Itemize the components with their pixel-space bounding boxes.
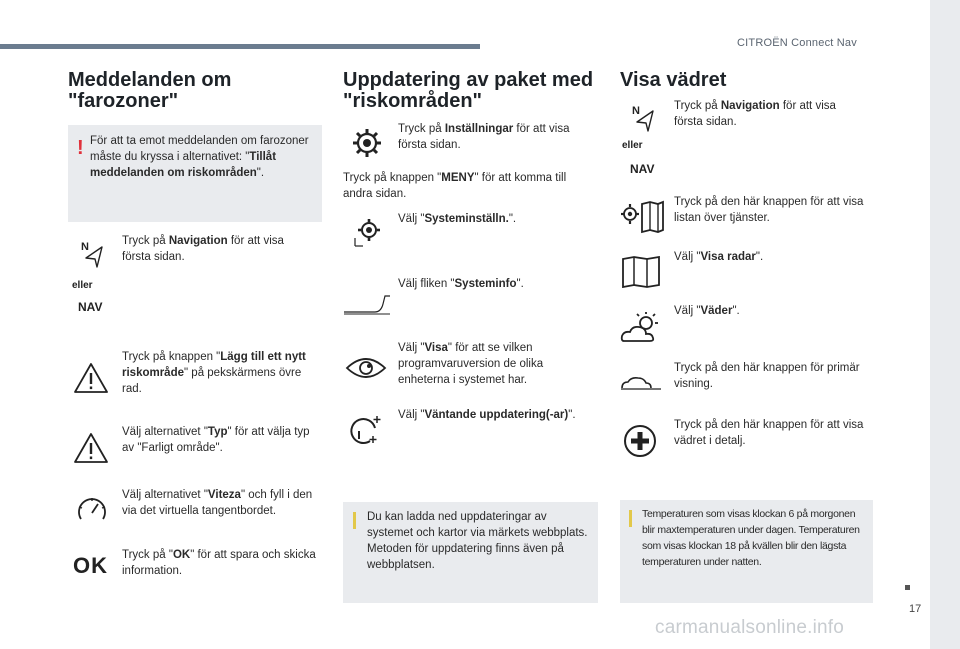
info-icon (629, 510, 632, 527)
step-text: Tryck på den här knappen för att visa listan över tjänster. (674, 196, 864, 224)
step-text: Välj "Visa" för att se vilken programvaruversion de olika enheterna i systemet har. (398, 342, 544, 386)
step-text: Tryck på Inställningar för att visa första sidan. (398, 123, 570, 151)
header-title: CITROËN Connect Nav (737, 37, 857, 49)
step-text: Tryck på Navigation för att visa första sidan. (674, 100, 836, 128)
step-text: Välj "Visa radar". (674, 251, 764, 263)
watermark: carmanualsonline.info (655, 617, 845, 638)
plus-circle-icon (623, 424, 657, 458)
ok-button-label: OK (73, 553, 108, 578)
nav-button-label: NAV (630, 162, 655, 176)
or-label: eller (622, 140, 643, 151)
speedometer-icon (76, 495, 108, 523)
step-text: Tryck på Navigation för att visa första sidan. (122, 235, 284, 263)
weather-sun-cloud-icon (620, 311, 662, 345)
page-number: 17 (909, 603, 922, 615)
info-box (620, 500, 873, 603)
services-map-gear-icon (620, 200, 664, 234)
section-title-update-packages: Uppdatering av paket med "riskområden" (343, 69, 594, 112)
page-side-tab (930, 0, 960, 649)
step-text: Välj "Väder". (674, 305, 740, 317)
warning-triangle-icon (73, 432, 109, 464)
warning-note-box (68, 125, 322, 222)
warning-triangle-icon (73, 362, 109, 394)
step-text: Välj alternativet "Typ" för att välja typ av "Farligt område". (122, 426, 310, 454)
section-title-weather: Visa vädret (620, 69, 727, 91)
section-title-hazard-zones: Meddelanden om "farozoner" (68, 69, 232, 112)
exclamation-icon: ! (77, 137, 84, 159)
header-rule (0, 44, 480, 49)
info-text: Temperaturen som visas klockan 6 på morgonen blir maxtemperaturen under dagen. Temperaturen som visas klockan 18 på kvällen blir den lägsta temperaturen under natten. (642, 508, 860, 568)
step-text: Välj alternativet "Viteza" och fyll i den via det virtuella tangentbordet. (122, 489, 313, 517)
svg-text:N: N (632, 105, 640, 117)
info-box (343, 502, 598, 603)
step-text: Tryck på knappen "Lägg till ett nytt riskområde" på pekskärmens övre rad. (122, 351, 306, 395)
info-text: Du kan ladda ned uppdateringar av systemet och kartor via märkets webbplats. Metoden för uppdatering finns även på webbplatsen. (367, 511, 588, 571)
navigation-arrow-icon (80, 238, 106, 268)
step-text: Välj "Väntande uppdatering(-ar)". (398, 409, 576, 421)
svg-text:N: N (81, 241, 89, 253)
info-icon (353, 512, 356, 529)
primary-view-icon (620, 374, 662, 394)
step-text: Tryck på den här knappen för att visa vädret i detalj. (674, 419, 864, 447)
step-text: Välj fliken "Systeminfo". (398, 278, 524, 290)
or-label: eller (72, 280, 93, 291)
eye-icon (345, 354, 387, 382)
step-text: Tryck på den här knappen för primär visning. (674, 362, 860, 390)
system-settings-gear-icon (353, 218, 381, 248)
continue-marker (905, 585, 910, 590)
settings-gear-icon (352, 128, 382, 158)
step-text: Tryck på "OK" för att spara och skicka information. (122, 549, 316, 577)
step-text: Välj "Systeminställn.". (398, 213, 517, 225)
navigation-arrow-icon (631, 102, 657, 132)
warning-note-text: För att ta emot meddelanden om farozoner måste du kryssa i alternativet: "Tillåt meddelanden om riskområden". (90, 135, 309, 179)
pending-update-icon (348, 414, 382, 448)
tab-icon (343, 292, 391, 316)
nav-button-label: NAV (78, 300, 103, 314)
step-text: Tryck på knappen "MENY" för att komma till andra sidan. (343, 172, 567, 200)
radar-map-icon (621, 256, 661, 288)
